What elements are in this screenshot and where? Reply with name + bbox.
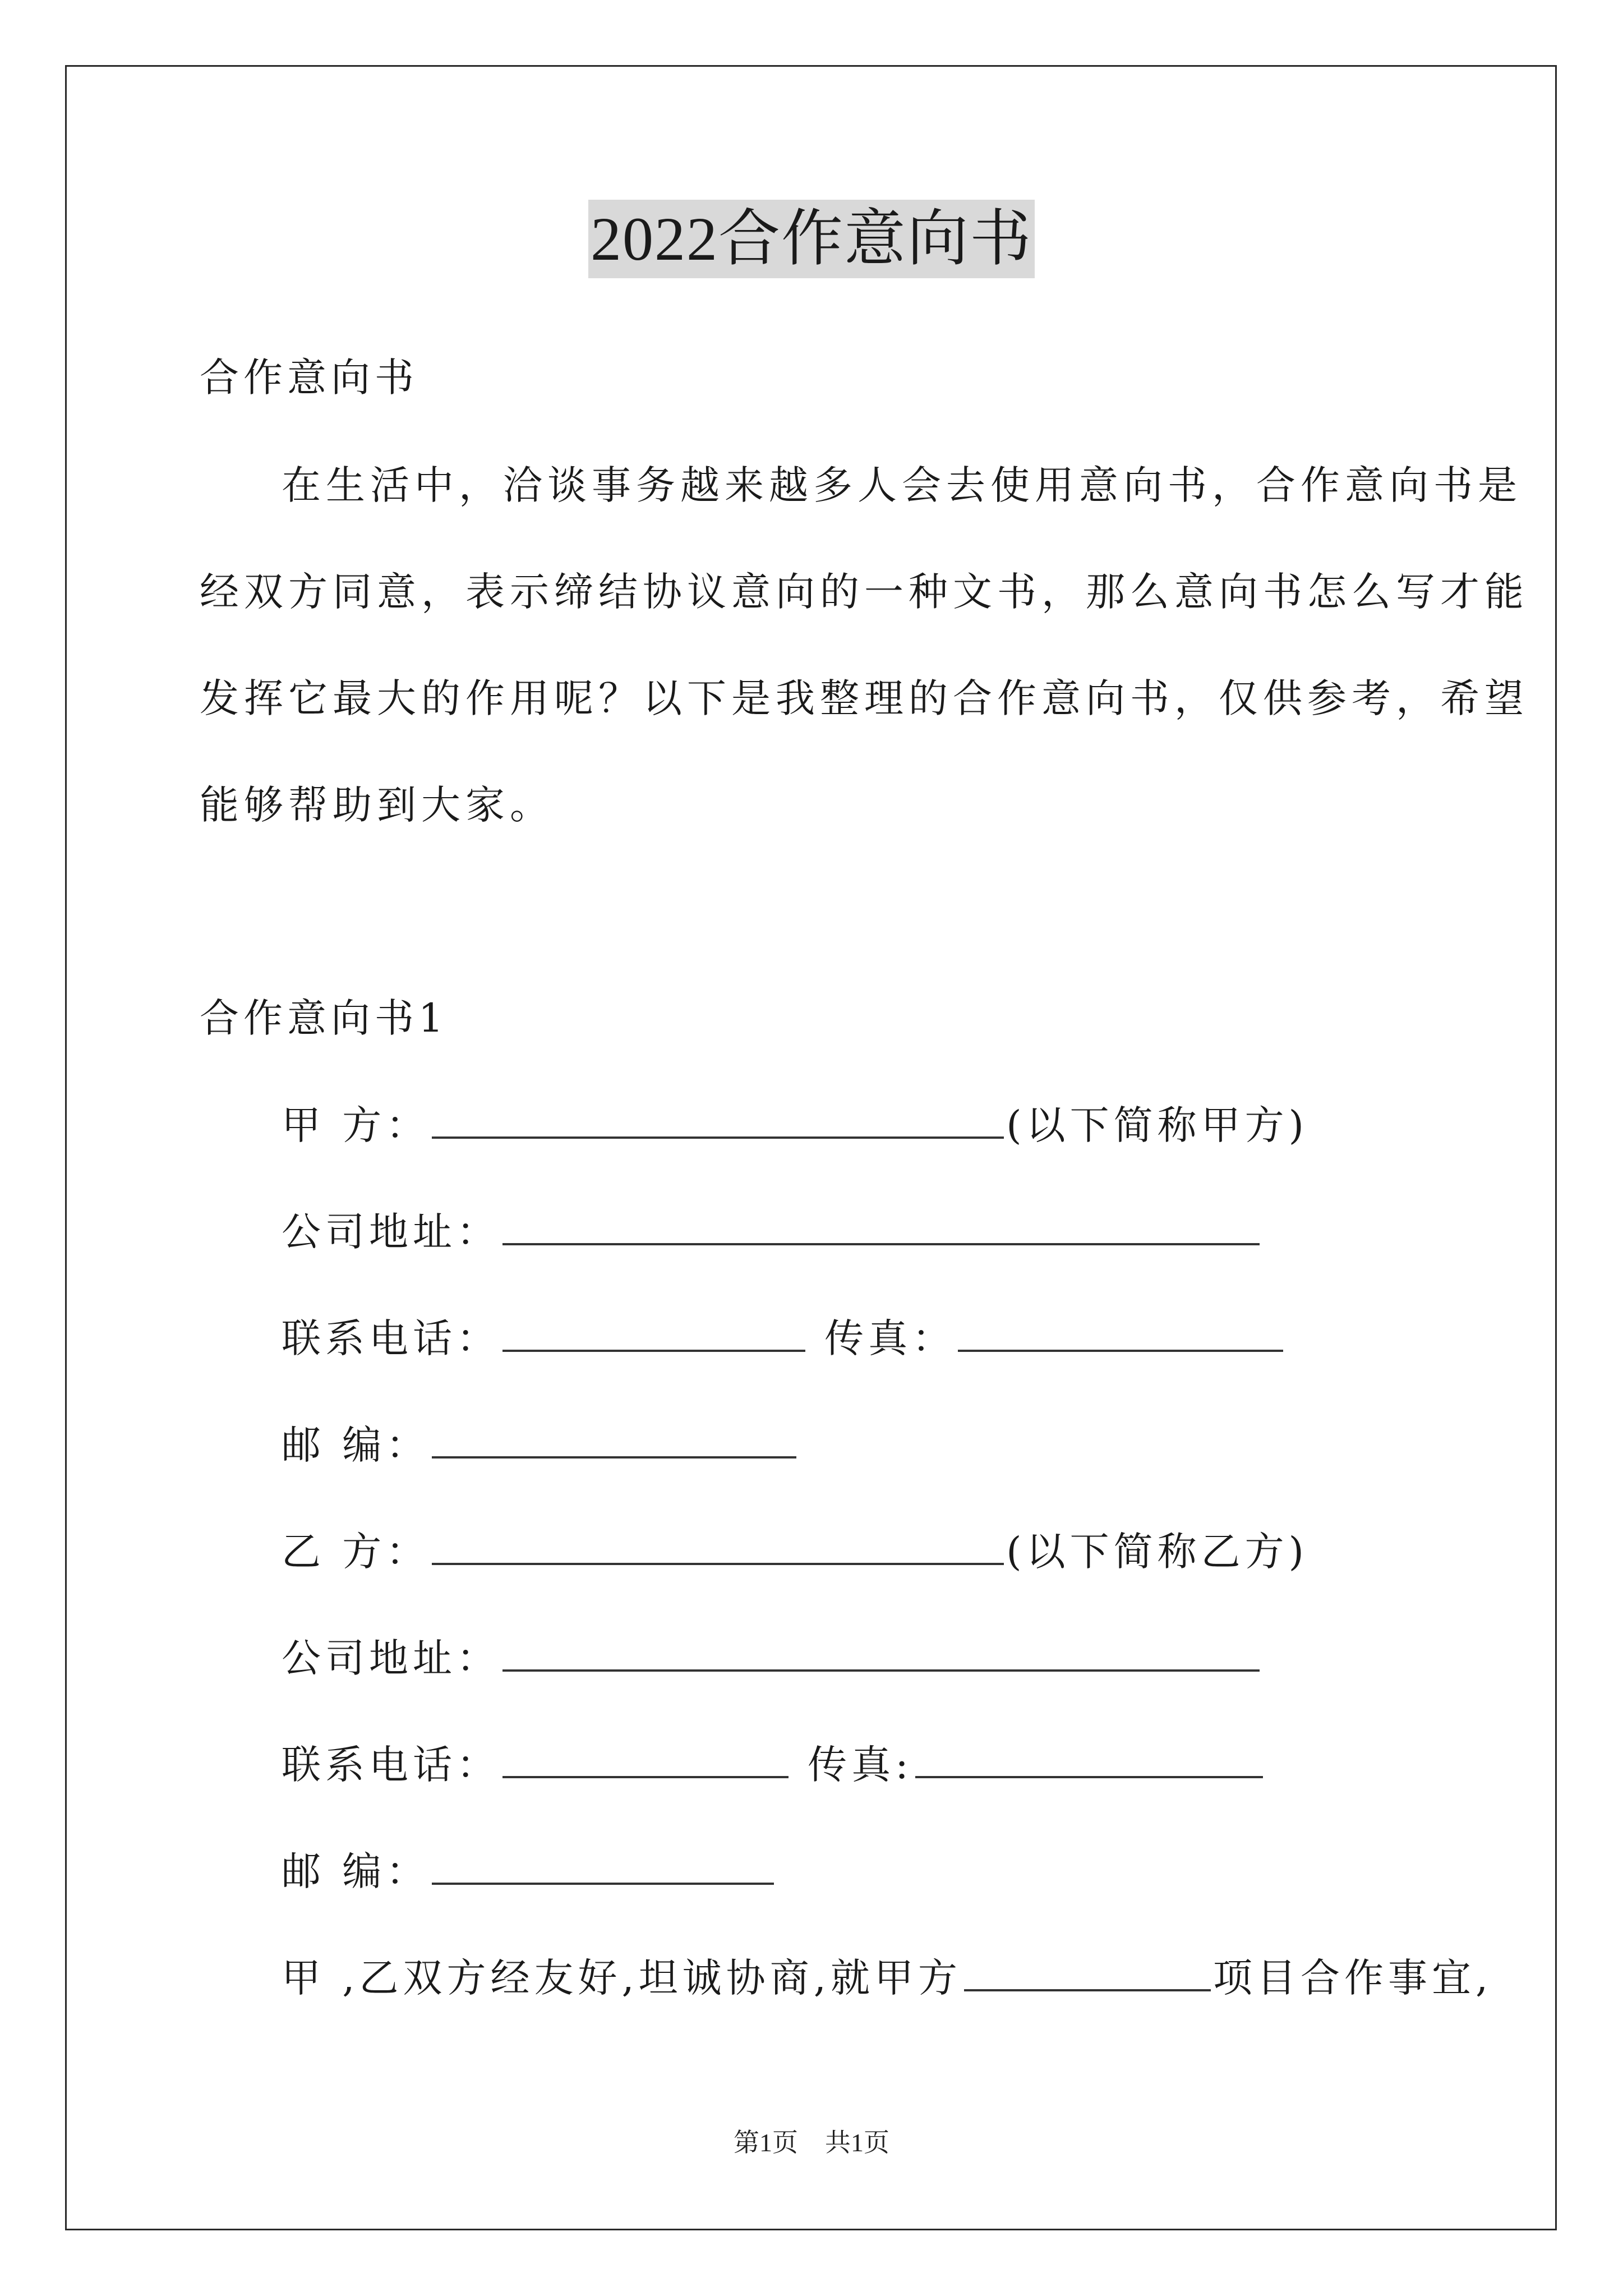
party-b-postcode-label: 邮 编： xyxy=(282,1848,430,1894)
page-total: 共1页 xyxy=(825,2128,889,2157)
party-b-row xyxy=(282,1526,1308,1577)
party-a-address-row xyxy=(282,1206,1262,1257)
intro-line-1: 在生活中，洽谈事务越来越多人会去使用意向书，合作意向书是 xyxy=(282,462,1522,508)
party-b-address-blank xyxy=(502,1632,1260,1672)
section-title: 合作意向书1 xyxy=(200,995,448,1041)
intro-line-2: 经双方同意，表示缔结协议意向的一种文书，那么意向书怎么写才能 xyxy=(200,569,1529,615)
party-a-row xyxy=(282,1099,1308,1151)
party-a-fax-label: 传真： xyxy=(824,1315,956,1361)
party-a-fax-blank xyxy=(958,1313,1283,1352)
party-a-postcode-blank xyxy=(432,1419,796,1458)
party-a-address-blank xyxy=(502,1206,1260,1245)
document-title: 2022合作意向书 xyxy=(588,200,1035,278)
party-b-address-label: 公司地址： xyxy=(282,1635,500,1681)
party-b-phone-row xyxy=(282,1739,1265,1790)
intro-line-3: 发挥它最大的作用呢？以下是我整理的合作意向书，仅供参考，希望 xyxy=(200,675,1529,721)
agreement-intro-prefix: 甲 ,乙双方经友好,坦诚协商,就甲方 xyxy=(282,1955,962,2001)
party-b-phone-label: 联系电话： xyxy=(282,1742,500,1788)
party-a-postcode-row xyxy=(282,1419,799,1470)
party-b-postcode-row xyxy=(282,1846,776,1897)
party-a-suffix: (以下简称甲方) xyxy=(1006,1102,1308,1148)
party-b-suffix: (以下简称乙方) xyxy=(1006,1529,1308,1575)
party-a-phone-label: 联系电话： xyxy=(282,1315,500,1361)
party-b-postcode-blank xyxy=(432,1846,774,1885)
project-name-blank xyxy=(964,1952,1211,1991)
party-b-blank xyxy=(432,1526,1004,1565)
party-b-fax-blank xyxy=(915,1739,1263,1778)
document-heading: 合作意向书 xyxy=(200,355,418,401)
agreement-intro-row xyxy=(282,1952,1492,2003)
page-footer xyxy=(0,2126,1623,2160)
party-b-fax-label: 传真: xyxy=(808,1742,913,1788)
party-a-label: 甲 方： xyxy=(282,1102,430,1148)
intro-line-4: 能够帮助到大家。 xyxy=(200,782,554,828)
party-a-postcode-label: 邮 编： xyxy=(282,1422,430,1468)
party-b-address-row xyxy=(282,1632,1262,1683)
party-a-address-label: 公司地址： xyxy=(282,1209,500,1255)
party-a-blank xyxy=(432,1099,1004,1139)
party-b-phone-blank xyxy=(502,1739,789,1778)
agreement-intro-suffix: 项目合作事宜, xyxy=(1213,1955,1493,2001)
party-a-phone-blank xyxy=(502,1313,805,1352)
party-a-phone-row xyxy=(282,1313,1285,1364)
page-number: 第1页 xyxy=(734,2128,798,2157)
party-b-label: 乙 方： xyxy=(282,1529,430,1575)
title-container xyxy=(0,200,1623,278)
